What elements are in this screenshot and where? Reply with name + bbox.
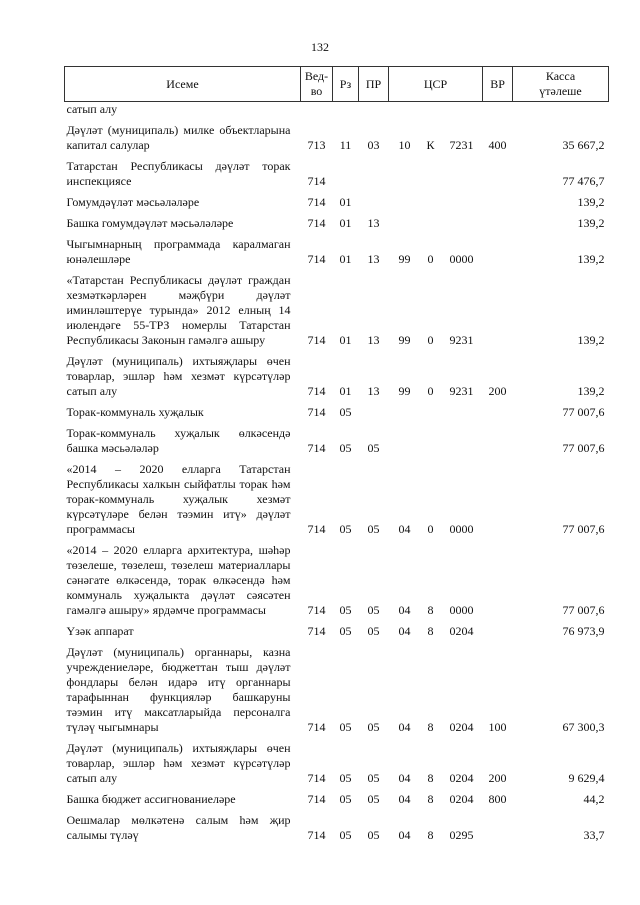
cell-csr-direction xyxy=(441,426,483,462)
cell-ved: 714 xyxy=(307,603,326,617)
cell-name: Дәүләт (муниципаль) органнары, казна учреждениеләре, бюджеттан тыш дәүләт фондлары белән идарә итү органнары тарафыннан функцияләр башкаруны тәэмин итү максатларыйда персоналга түләү чыгымнары xyxy=(66,645,291,734)
table-body xyxy=(65,102,609,850)
cell-name: Торак-коммуналь хуҗалык өлкәсендә башка мәсьәләләр xyxy=(66,426,291,455)
cell-csr-direction: 0000 xyxy=(449,522,474,536)
cell-csr-program xyxy=(389,102,421,124)
cell-kassa xyxy=(513,102,609,124)
cell-csr-direction: 9231 xyxy=(449,384,474,398)
header-vr: ВР xyxy=(483,67,513,102)
cell-csr-subprogram: 0 xyxy=(427,333,434,347)
cell-vr xyxy=(483,216,513,237)
cell-vr xyxy=(483,426,513,462)
cell-name: «Татарстан Республикасы дәүләт граждан хезмәткәрләрен мәҗбүри дәүләт иминләштерүе турында» 2012 елның 14 июлендәге 55-ТРЗ номерлы Татарстан Республикасы Законын гамәлгә ашыру xyxy=(66,273,291,347)
header-pr: ПР xyxy=(359,67,389,102)
cell-name: Татарстан Республикасы дәүләт торак инспекциясе xyxy=(66,159,291,188)
cell-rz: 05 xyxy=(339,828,352,842)
cell-pr: 13 xyxy=(367,216,380,230)
cell-pr: 13 xyxy=(367,252,380,266)
cell-ved xyxy=(301,102,333,124)
cell-pr: 05 xyxy=(367,624,380,638)
cell-name: Дәүләт (муниципаль) ихтыяҗлары өчен товарлар, эшләр һәм хезмәт күрсәтүләр сатып алу xyxy=(66,741,291,785)
cell-vr: 800 xyxy=(488,792,507,806)
cell-pr: 05 xyxy=(367,720,380,734)
cell-rz: 05 xyxy=(339,771,352,785)
cell-vr: 100 xyxy=(488,720,507,734)
cell-rz: 05 xyxy=(339,792,352,806)
cell-ved: 714 xyxy=(307,828,326,842)
table-row xyxy=(65,792,609,813)
cell-csr-program: 04 xyxy=(398,771,411,785)
cell-vr xyxy=(483,159,513,195)
cell-ved: 714 xyxy=(307,405,326,419)
cell-csr-program: 10 xyxy=(398,138,411,152)
cell-pr: 05 xyxy=(367,522,380,536)
cell-csr-subprogram: К xyxy=(426,138,435,152)
cell-name: Гомумдәүләт мәсьәләләре xyxy=(66,195,200,209)
cell-csr-subprogram xyxy=(421,159,441,195)
table-row xyxy=(65,273,609,354)
table-header-row xyxy=(65,67,609,102)
cell-rz: 01 xyxy=(339,252,352,266)
cell-pr xyxy=(359,405,389,426)
cell-ved: 714 xyxy=(307,195,326,209)
cell-vr xyxy=(483,624,513,645)
cell-ved: 714 xyxy=(307,252,326,266)
cell-rz: 05 xyxy=(339,624,352,638)
cell-kassa: 77 007,6 xyxy=(562,522,605,536)
cell-csr-subprogram: 8 xyxy=(427,828,434,842)
cell-name: Дәүләт (муниципаль) ихтыяҗлары өчен товарлар, эшләр һәм хезмәт күрсәтүләр сатып алу xyxy=(66,354,291,398)
cell-name: Торак-коммуналь хуҗалык xyxy=(66,405,204,419)
cell-ved: 714 xyxy=(307,792,326,806)
cell-kassa: 139,2 xyxy=(577,384,605,398)
cell-csr-direction xyxy=(441,195,483,216)
header-kassa: Касса үтәлеше xyxy=(513,67,609,102)
cell-csr-program: 04 xyxy=(398,792,411,806)
cell-name: сатып алу xyxy=(66,102,118,116)
cell-ved: 714 xyxy=(307,333,326,347)
cell-rz: 01 xyxy=(339,216,352,230)
page-number: 132 xyxy=(311,40,329,54)
cell-csr-direction: 0000 xyxy=(449,603,474,617)
cell-csr-subprogram xyxy=(421,216,441,237)
cell-csr-direction: 0204 xyxy=(449,720,474,734)
cell-rz: 01 xyxy=(339,384,352,398)
cell-ved: 714 xyxy=(307,441,326,455)
cell-kassa: 77 476,7 xyxy=(562,174,605,188)
cell-ved: 713 xyxy=(307,138,326,152)
budget-table xyxy=(64,66,609,849)
cell-pr: 05 xyxy=(367,441,380,455)
cell-rz: 05 xyxy=(339,522,352,536)
cell-pr xyxy=(359,102,389,124)
table-row xyxy=(65,195,609,216)
cell-kassa: 139,2 xyxy=(577,216,605,230)
cell-kassa: 76 973,9 xyxy=(562,624,605,638)
cell-name: Башка гомумдәүләт мәсьәләләре xyxy=(66,216,234,230)
cell-rz xyxy=(333,159,359,195)
cell-csr-direction: 7231 xyxy=(449,138,474,152)
cell-vr: 400 xyxy=(488,138,507,152)
table-row xyxy=(65,159,609,195)
cell-ved: 714 xyxy=(307,384,326,398)
cell-pr: 13 xyxy=(367,384,380,398)
cell-pr xyxy=(359,195,389,216)
cell-ved: 714 xyxy=(307,522,326,536)
header-rz: Рз xyxy=(333,67,359,102)
cell-kassa: 77 007,6 xyxy=(562,405,605,419)
table-row xyxy=(65,462,609,543)
cell-rz: 01 xyxy=(339,333,352,347)
cell-csr-direction xyxy=(441,216,483,237)
header-ved: Вед- во xyxy=(301,67,333,102)
cell-csr-subprogram: 0 xyxy=(427,522,434,536)
table-row xyxy=(65,645,609,741)
cell-kassa: 77 007,6 xyxy=(562,441,605,455)
cell-csr-program: 99 xyxy=(398,252,411,266)
cell-csr-program xyxy=(389,405,421,426)
cell-name: Оешмалар мөлкәтенә салым һәм җир салымы түләү xyxy=(66,813,291,842)
cell-name: «2014 – 2020 елларга архитектура, шәһәр төзелеше, төзелеш, төзелеш материаллары сәнәгате өлкәсендә, торак өлкәсендә һәм коммуналь хуҗалыкта дәүләт сәясәтен гамәлгә ашыру» ярдәмче программасы xyxy=(66,543,291,617)
cell-csr-subprogram: 8 xyxy=(427,720,434,734)
cell-csr-direction: 0204 xyxy=(449,624,474,638)
cell-kassa: 35 667,2 xyxy=(562,138,605,152)
cell-kassa: 33,7 xyxy=(583,828,605,842)
cell-csr-subprogram xyxy=(421,102,441,124)
cell-kassa: 77 007,6 xyxy=(562,603,605,617)
cell-rz: 05 xyxy=(339,720,352,734)
cell-pr: 05 xyxy=(367,792,380,806)
cell-rz: 05 xyxy=(339,603,352,617)
cell-ved: 714 xyxy=(307,624,326,638)
cell-csr-program: 04 xyxy=(398,603,411,617)
cell-vr xyxy=(483,273,513,354)
cell-csr-program xyxy=(389,216,421,237)
cell-kassa: 139,2 xyxy=(577,252,605,266)
cell-ved: 714 xyxy=(307,720,326,734)
cell-pr: 03 xyxy=(367,138,380,152)
cell-vr xyxy=(483,813,513,849)
cell-rz: 11 xyxy=(339,138,352,152)
cell-pr xyxy=(359,159,389,195)
cell-csr-direction: 0000 xyxy=(449,252,474,266)
cell-kassa: 9 629,4 xyxy=(568,771,605,785)
cell-name: «2014 – 2020 елларга Татарстан Республикасы халкын сыйфатлы торак һәм торак-коммуналь хуҗалык хезмәт күрсәтүләре белән тәэмин итү» дәүләт программасы xyxy=(66,462,291,536)
cell-rz xyxy=(333,102,359,124)
cell-name: Дәүләт (муниципаль) милке объектларына капитал салулар xyxy=(66,123,291,152)
cell-csr-program: 04 xyxy=(398,828,411,842)
cell-pr: 05 xyxy=(367,771,380,785)
cell-csr-direction xyxy=(441,405,483,426)
cell-vr xyxy=(483,405,513,426)
cell-csr-program: 04 xyxy=(398,720,411,734)
cell-vr: 200 xyxy=(488,771,507,785)
cell-rz: 01 xyxy=(339,195,352,209)
cell-csr-direction xyxy=(441,102,483,124)
cell-csr-direction: 0295 xyxy=(449,828,474,842)
cell-csr-subprogram: 0 xyxy=(427,252,434,266)
cell-ved: 714 xyxy=(307,216,326,230)
cell-kassa: 139,2 xyxy=(577,195,605,209)
cell-csr-subprogram xyxy=(421,405,441,426)
table-row xyxy=(65,354,609,405)
table-row xyxy=(65,813,609,849)
header-name: Исеме xyxy=(65,67,301,102)
cell-name: Чыгымнарның программада каралмаган юнәлешләре xyxy=(66,237,291,266)
cell-name: Башка бюджет ассигнованиеләре xyxy=(66,792,236,806)
header-csr: ЦСР xyxy=(389,67,483,102)
cell-csr-program: 04 xyxy=(398,624,411,638)
cell-csr-subprogram xyxy=(421,195,441,216)
cell-vr xyxy=(483,195,513,216)
cell-csr-subprogram: 8 xyxy=(427,603,434,617)
cell-csr-program: 99 xyxy=(398,333,411,347)
table-row xyxy=(65,123,609,159)
cell-ved: 714 xyxy=(307,174,326,188)
cell-csr-subprogram xyxy=(421,426,441,462)
cell-kassa: 139,2 xyxy=(577,333,605,347)
cell-rz: 05 xyxy=(339,405,352,419)
cell-csr-program xyxy=(389,159,421,195)
table-row xyxy=(65,237,609,273)
cell-rz: 05 xyxy=(339,441,352,455)
cell-csr-program: 99 xyxy=(398,384,411,398)
cell-csr-direction: 0204 xyxy=(449,771,474,785)
table-row xyxy=(65,741,609,792)
cell-vr xyxy=(483,462,513,543)
table-row xyxy=(65,543,609,624)
cell-csr-direction: 9231 xyxy=(449,333,474,347)
cell-kassa: 44,2 xyxy=(583,792,605,806)
cell-vr xyxy=(483,102,513,124)
cell-pr: 13 xyxy=(367,333,380,347)
cell-pr: 05 xyxy=(367,828,380,842)
table-row xyxy=(65,405,609,426)
cell-vr xyxy=(483,543,513,624)
cell-name: Үзәк аппарат xyxy=(66,624,134,638)
cell-csr-subprogram: 8 xyxy=(427,771,434,785)
cell-csr-direction: 0204 xyxy=(449,792,474,806)
table-row xyxy=(65,216,609,237)
cell-csr-program xyxy=(389,195,421,216)
table-row xyxy=(65,102,609,124)
cell-csr-program: 04 xyxy=(398,522,411,536)
cell-pr: 05 xyxy=(367,603,380,617)
cell-csr-subprogram: 8 xyxy=(427,624,434,638)
cell-kassa: 67 300,3 xyxy=(562,720,605,734)
cell-vr: 200 xyxy=(488,384,507,398)
cell-csr-subprogram: 0 xyxy=(427,384,434,398)
cell-csr-subprogram: 8 xyxy=(427,792,434,806)
cell-csr-program xyxy=(389,426,421,462)
table-row xyxy=(65,624,609,645)
cell-csr-direction xyxy=(441,159,483,195)
cell-ved: 714 xyxy=(307,771,326,785)
cell-vr xyxy=(483,237,513,273)
table-row xyxy=(65,426,609,462)
